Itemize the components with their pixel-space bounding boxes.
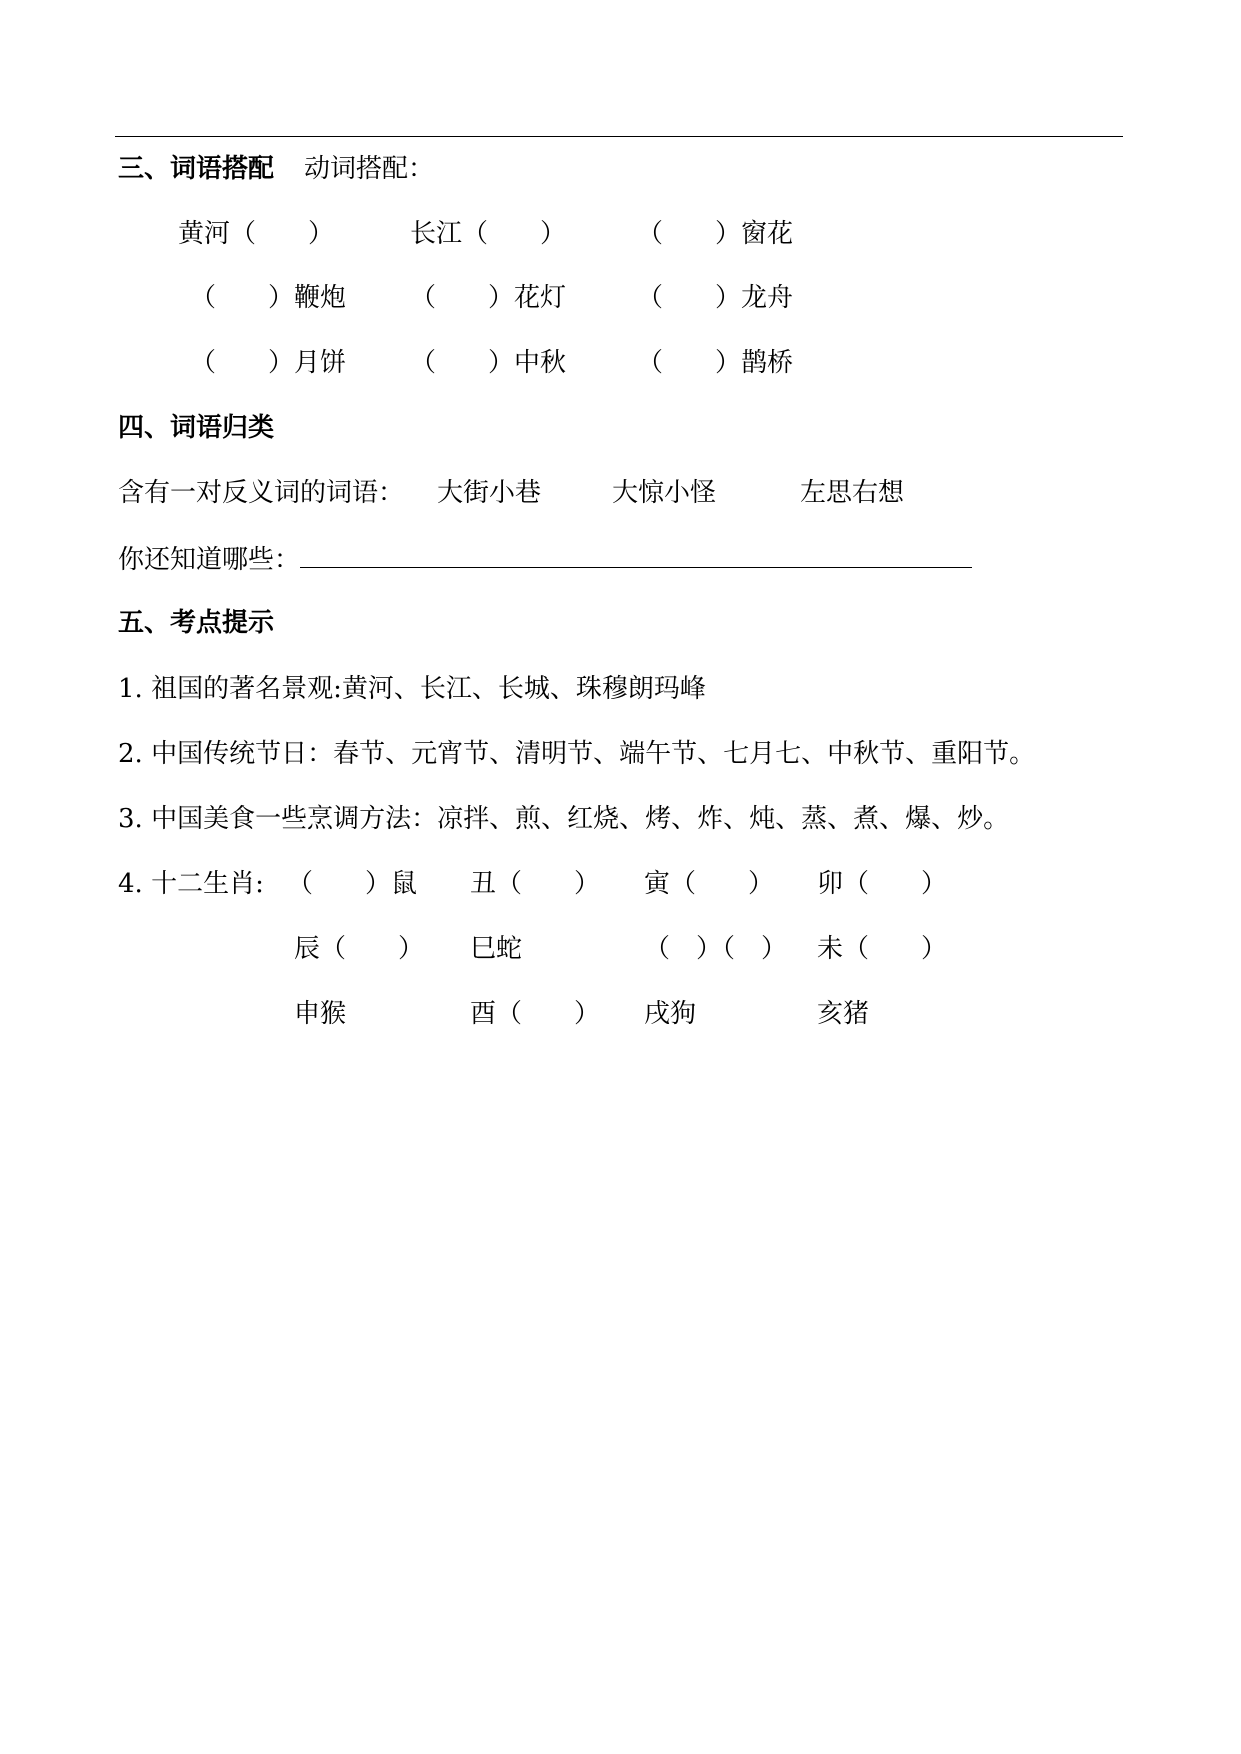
zodiac-cell: （ ）（ ）: [644, 934, 788, 964]
match-cell: 长江（ ）: [410, 219, 567, 249]
top-divider: [115, 136, 1123, 137]
zodiac-cell: 戌狗: [644, 999, 697, 1029]
match-cell: （ ）鹊桥: [637, 348, 794, 378]
match-cell: （ ）月饼: [190, 348, 347, 378]
match-cell: （ ）鞭炮: [190, 283, 347, 313]
antonym-word: 大惊小怪: [612, 478, 717, 508]
point-item: 2. 中国传统节日：春节、元宵节、清明节、端午节、七月七、中秋节、重阳节。: [118, 739, 1036, 769]
section4-title: 四、词语归类: [118, 413, 275, 443]
section3-heading: [118, 156, 434, 182]
more-words-row: [118, 545, 972, 573]
antonym-word: 大街小巷: [437, 478, 542, 508]
point-item: 1. 祖国的著名景观:黄河、长江、长城、珠穆朗玛峰: [118, 674, 706, 704]
zodiac-cell: 寅（ ）: [644, 869, 775, 899]
zodiac-cell: 辰（ ）: [294, 934, 425, 964]
match-cell: （ ）窗花: [637, 219, 794, 249]
section5-title: 五、考点提示: [118, 608, 275, 638]
answer-blank-line[interactable]: [300, 545, 972, 568]
more-words-label: 你还知道哪些：: [118, 545, 301, 575]
section3-subtitle: 动词搭配：: [304, 154, 435, 184]
section3-title: 三、词语搭配: [118, 154, 275, 184]
match-cell: （ ）花灯: [410, 283, 567, 313]
antonym-label: 含有一对反义词的词语：: [118, 478, 405, 508]
zodiac-cell: （ ）鼠: [287, 869, 418, 899]
match-cell: 黄河（ ）: [178, 219, 335, 249]
match-cell: （ ）中秋: [410, 348, 567, 378]
antonym-word: 左思右想: [800, 478, 905, 508]
match-cell: （ ）龙舟: [637, 283, 794, 313]
zodiac-cell: 卯（ ）: [817, 869, 948, 899]
zodiac-cell: 巳蛇: [470, 934, 523, 964]
zodiac-cell: 亥猪: [817, 999, 870, 1029]
zodiac-cell: 申猴: [294, 999, 347, 1029]
point-item: 3. 中国美食一些烹调方法：凉拌、煎、红烧、烤、炸、炖、蒸、煮、爆、炒。: [118, 804, 1010, 834]
zodiac-cell: 酉（ ）: [470, 999, 601, 1029]
zodiac-cell: 丑（ ）: [470, 869, 601, 899]
zodiac-cell: 未（ ）: [817, 934, 948, 964]
zodiac-label: 4. 十二生肖:: [118, 869, 264, 899]
